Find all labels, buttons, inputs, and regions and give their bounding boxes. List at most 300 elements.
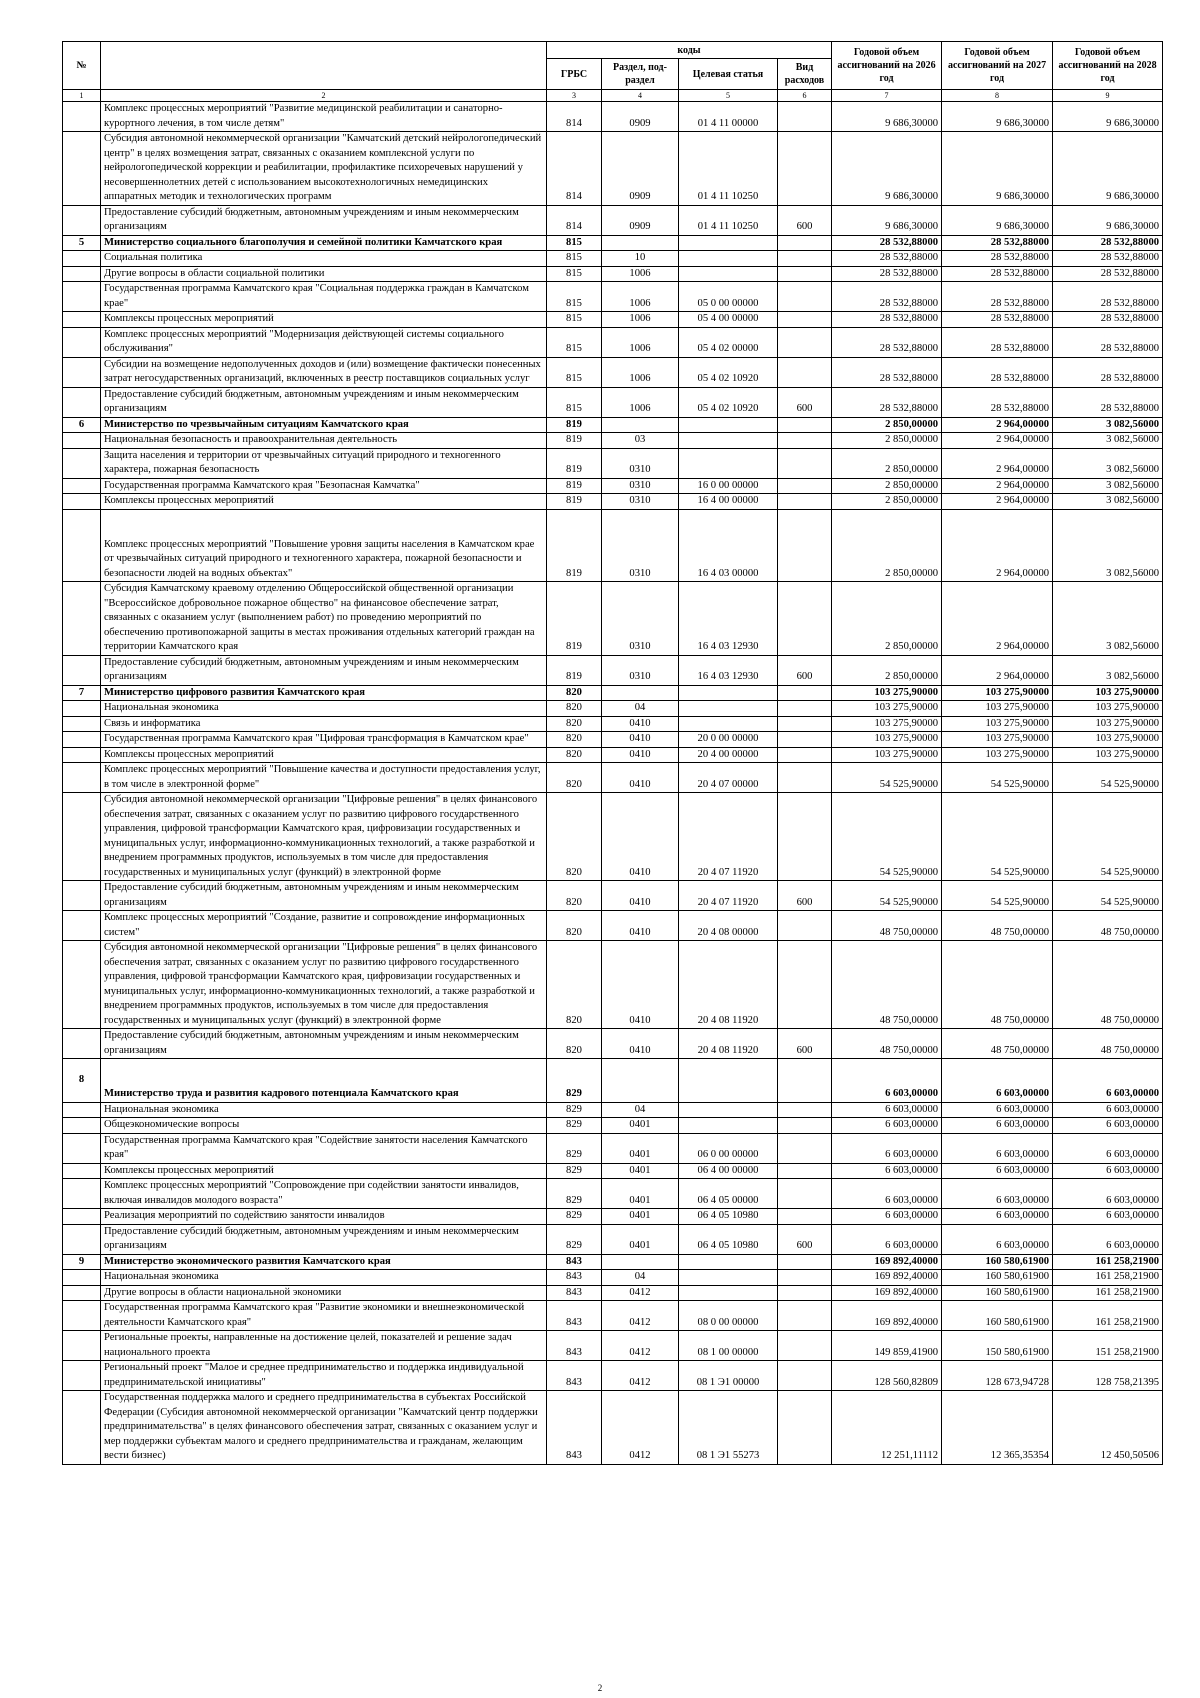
budget-allocation-table [62, 41, 1163, 1465]
row-section: 0401 [602, 1133, 679, 1163]
row-amount-2027: 160 580,61900 [942, 1254, 1053, 1270]
table-row [63, 1163, 1163, 1179]
row-number [63, 582, 101, 656]
row-expense-type [778, 1361, 832, 1391]
row-amount-2028: 28 532,88000 [1053, 327, 1163, 357]
row-amount-2028: 3 082,56000 [1053, 655, 1163, 685]
row-grbs: 829 [547, 1059, 602, 1103]
row-section: 0909 [602, 132, 679, 206]
row-section: 0410 [602, 941, 679, 1029]
row-amount-2027: 48 750,00000 [942, 911, 1053, 941]
row-amount-2026: 6 603,00000 [832, 1118, 942, 1134]
row-name: Другие вопросы в области национальной экономики [101, 1285, 547, 1301]
table-row [63, 582, 1163, 656]
col-number: 7 [832, 90, 942, 102]
row-target-article [679, 685, 778, 701]
row-amount-2026: 2 850,00000 [832, 494, 942, 510]
row-amount-2026: 169 892,40000 [832, 1254, 942, 1270]
row-section: 0401 [602, 1179, 679, 1209]
row-name: Министерство труда и развития кадрового потенциала Камчатского края [101, 1059, 547, 1103]
header-codes: коды [547, 42, 832, 59]
row-target-article: 16 0 00 00000 [679, 478, 778, 494]
row-amount-2027: 128 673,94728 [942, 1361, 1053, 1391]
row-target-article: 05 4 02 10920 [679, 357, 778, 387]
row-section: 0310 [602, 509, 679, 582]
row-amount-2028: 3 082,56000 [1053, 417, 1163, 433]
row-amount-2028: 28 532,88000 [1053, 357, 1163, 387]
row-expense-type [778, 494, 832, 510]
row-grbs: 815 [547, 312, 602, 328]
row-expense-type [778, 1254, 832, 1270]
row-amount-2026: 2 850,00000 [832, 509, 942, 582]
row-amount-2026: 28 532,88000 [832, 327, 942, 357]
row-name: Субсидия автономной некоммерческой организации "Цифровые решения" в целях финансового обеспечения затрат, связанных с оказанием услуг по развитию цифрового государственного управления, цифровой трансформации Камчатского края, цифровизации государственных и муниципальных услуг, информационно-коммуникационных технологий, а также разработкой и внедрением программных продуктов, используемых в том числе для предоставления государственных и муниципальных услуг (функций) в электронной форме [101, 793, 547, 881]
row-number [63, 266, 101, 282]
row-grbs: 814 [547, 132, 602, 206]
budget-table-sheet [62, 41, 1162, 1465]
row-name: Субсидии на возмещение недополученных доходов и (или) возмещение фактически понесенных затрат негосударственных организаций, включенных в реестр поставщиков социальных услуг [101, 357, 547, 387]
row-amount-2028: 103 275,90000 [1053, 716, 1163, 732]
row-number [63, 941, 101, 1029]
table-row [63, 732, 1163, 748]
row-grbs: 843 [547, 1270, 602, 1286]
row-target-article: 20 4 08 11920 [679, 941, 778, 1029]
row-section: 10 [602, 251, 679, 267]
row-number [63, 881, 101, 911]
table-row [63, 1331, 1163, 1361]
row-amount-2026: 169 892,40000 [832, 1270, 942, 1286]
row-amount-2026: 9 686,30000 [832, 205, 942, 235]
row-grbs: 815 [547, 251, 602, 267]
row-amount-2026: 103 275,90000 [832, 701, 942, 717]
row-amount-2026: 12 251,11112 [832, 1391, 942, 1465]
row-grbs: 819 [547, 655, 602, 685]
table-row [63, 1361, 1163, 1391]
row-name: Предоставление субсидий бюджетным, автономным учреждениям и иным некоммерческим организациям [101, 205, 547, 235]
row-amount-2028: 28 532,88000 [1053, 251, 1163, 267]
row-amount-2028: 103 275,90000 [1053, 685, 1163, 701]
row-number [63, 1102, 101, 1118]
table-row [63, 387, 1163, 417]
row-number: 8 [63, 1059, 101, 1103]
row-amount-2028: 54 525,90000 [1053, 793, 1163, 881]
row-name: Предоставление субсидий бюджетным, автономным учреждениям и иным некоммерческим организациям [101, 387, 547, 417]
row-grbs: 815 [547, 387, 602, 417]
row-grbs: 829 [547, 1163, 602, 1179]
row-grbs: 843 [547, 1285, 602, 1301]
row-amount-2027: 12 365,35354 [942, 1391, 1053, 1465]
row-amount-2027: 6 603,00000 [942, 1179, 1053, 1209]
row-target-article: 08 1 00 00000 [679, 1331, 778, 1361]
row-amount-2028: 6 603,00000 [1053, 1163, 1163, 1179]
row-section: 1006 [602, 266, 679, 282]
table-row [63, 417, 1163, 433]
row-amount-2026: 54 525,90000 [832, 793, 942, 881]
row-target-article [679, 1118, 778, 1134]
row-amount-2026: 103 275,90000 [832, 685, 942, 701]
row-expense-type [778, 251, 832, 267]
row-target-article [679, 1059, 778, 1103]
row-target-article: 01 4 11 10250 [679, 132, 778, 206]
row-target-article: 16 4 03 00000 [679, 509, 778, 582]
row-target-article: 20 0 00 00000 [679, 732, 778, 748]
row-amount-2027: 28 532,88000 [942, 282, 1053, 312]
row-grbs: 829 [547, 1102, 602, 1118]
row-grbs: 843 [547, 1254, 602, 1270]
row-amount-2027: 9 686,30000 [942, 205, 1053, 235]
row-amount-2028: 128 758,21395 [1053, 1361, 1163, 1391]
row-section: 0310 [602, 494, 679, 510]
row-section: 0410 [602, 881, 679, 911]
row-name: Защита населения и территории от чрезвычайных ситуаций природного и техногенного характера, пожарная безопасность [101, 448, 547, 478]
row-amount-2026: 2 850,00000 [832, 655, 942, 685]
row-section: 0310 [602, 478, 679, 494]
row-section: 04 [602, 1102, 679, 1118]
row-amount-2026: 169 892,40000 [832, 1285, 942, 1301]
row-name: Региональные проекты, направленные на достижение целей, показателей и решение задач национального проекта [101, 1331, 547, 1361]
row-name: Национальная экономика [101, 1102, 547, 1118]
row-target-article: 20 4 00 00000 [679, 747, 778, 763]
row-amount-2027: 54 525,90000 [942, 793, 1053, 881]
row-number [63, 448, 101, 478]
row-amount-2028: 6 603,00000 [1053, 1102, 1163, 1118]
row-amount-2027: 6 603,00000 [942, 1209, 1053, 1225]
row-section: 04 [602, 1270, 679, 1286]
row-grbs: 815 [547, 327, 602, 357]
row-grbs: 815 [547, 357, 602, 387]
row-target-article: 08 1 Э1 00000 [679, 1361, 778, 1391]
table-row [63, 327, 1163, 357]
row-expense-type [778, 327, 832, 357]
row-grbs: 819 [547, 582, 602, 656]
row-amount-2026: 48 750,00000 [832, 911, 942, 941]
row-amount-2028: 6 603,00000 [1053, 1133, 1163, 1163]
row-section: 0310 [602, 448, 679, 478]
row-amount-2027: 9 686,30000 [942, 102, 1053, 132]
row-expense-type: 600 [778, 881, 832, 911]
row-expense-type [778, 732, 832, 748]
row-name: Предоставление субсидий бюджетным, автономным учреждениям и иным некоммерческим организациям [101, 655, 547, 685]
row-expense-type [778, 478, 832, 494]
row-amount-2026: 48 750,00000 [832, 1029, 942, 1059]
table-row [63, 1301, 1163, 1331]
row-grbs: 819 [547, 433, 602, 449]
row-amount-2026: 2 850,00000 [832, 433, 942, 449]
row-expense-type: 600 [778, 1224, 832, 1254]
row-section: 0410 [602, 1029, 679, 1059]
header-name [101, 42, 547, 90]
row-amount-2026: 28 532,88000 [832, 235, 942, 251]
row-number [63, 433, 101, 449]
row-name: Субсидия автономной некоммерческой организации "Цифровые решения" в целях финансового обеспечения затрат, связанных с оказанием услуг по развитию цифрового государственного управления, цифровой трансформации Камчатского края, цифровизации государственных и муниципальных услуг, информационно-коммуникационных технологий, а также разработкой и внедрением программных продуктов, используемых в том числе для предоставления государственных и муниципальных услуг (функций) в электронной форме [101, 941, 547, 1029]
row-number [63, 312, 101, 328]
row-expense-type [778, 1331, 832, 1361]
row-amount-2028: 28 532,88000 [1053, 387, 1163, 417]
row-amount-2027: 2 964,00000 [942, 478, 1053, 494]
col-number: 8 [942, 90, 1053, 102]
row-number: 7 [63, 685, 101, 701]
row-amount-2026: 6 603,00000 [832, 1133, 942, 1163]
row-grbs: 819 [547, 509, 602, 582]
row-expense-type [778, 266, 832, 282]
row-name: Субсидия автономной некоммерческой организации "Камчатский детский нейрологопедический центр" в целях возмещения затрат, связанных с оказанием комплексной услуги по нейрологопедической коррекции и реабилитации, профилактике психоречевых нарушений у несовершеннолетних детей с использованием высокотехнологичных немедицинских аппаратных методик и технологических программ [101, 132, 547, 206]
table-row [63, 102, 1163, 132]
row-expense-type [778, 1133, 832, 1163]
table-row [63, 1270, 1163, 1286]
row-grbs: 820 [547, 793, 602, 881]
header-exp-type: Вид расходов [778, 59, 832, 90]
row-name: Государственная поддержка малого и среднего предпринимательства в субъектах Российской Федерации (Субсидия автономной некоммерческой организации "Камчатский центр поддержки предпринимательства" в целях финансового обеспечения затрат, связанных с оказанием услуг и мер поддержки субъектам малого и среднего предпринимательства и гражданам, желающим вести бизнес) [101, 1391, 547, 1465]
row-grbs: 814 [547, 205, 602, 235]
row-amount-2027: 103 275,90000 [942, 747, 1053, 763]
header-grbs: ГРБС [547, 59, 602, 90]
row-amount-2026: 2 850,00000 [832, 582, 942, 656]
row-number [63, 357, 101, 387]
header-2026: Годовой объем ассигнований на 2026 год [832, 42, 942, 90]
table-row [63, 312, 1163, 328]
table-row [63, 1102, 1163, 1118]
row-section: 0410 [602, 747, 679, 763]
row-number [63, 205, 101, 235]
row-target-article: 06 4 00 00000 [679, 1163, 778, 1179]
table-row [63, 205, 1163, 235]
row-amount-2026: 54 525,90000 [832, 763, 942, 793]
row-number [63, 701, 101, 717]
row-expense-type [778, 1179, 832, 1209]
row-section: 0410 [602, 793, 679, 881]
row-amount-2026: 28 532,88000 [832, 266, 942, 282]
table-row [63, 266, 1163, 282]
row-number [63, 327, 101, 357]
row-section: 0412 [602, 1301, 679, 1331]
row-name: Комплексы процессных мероприятий [101, 747, 547, 763]
row-section [602, 1059, 679, 1103]
row-amount-2026: 169 892,40000 [832, 1301, 942, 1331]
row-amount-2027: 28 532,88000 [942, 357, 1053, 387]
row-grbs: 829 [547, 1224, 602, 1254]
row-amount-2028: 3 082,56000 [1053, 448, 1163, 478]
table-row [63, 911, 1163, 941]
row-number [63, 509, 101, 582]
row-section: 1006 [602, 282, 679, 312]
row-section: 0410 [602, 716, 679, 732]
table-row [63, 282, 1163, 312]
column-number-row [63, 90, 1163, 102]
table-row [63, 251, 1163, 267]
header-section: Раздел, под-раздел [602, 59, 679, 90]
row-amount-2027: 6 603,00000 [942, 1059, 1053, 1103]
row-expense-type [778, 1270, 832, 1286]
row-section: 0909 [602, 102, 679, 132]
row-amount-2026: 28 532,88000 [832, 312, 942, 328]
row-amount-2028: 28 532,88000 [1053, 266, 1163, 282]
row-amount-2027: 103 275,90000 [942, 701, 1053, 717]
row-amount-2026: 28 532,88000 [832, 251, 942, 267]
row-number [63, 655, 101, 685]
row-amount-2028: 161 258,21900 [1053, 1254, 1163, 1270]
row-amount-2028: 28 532,88000 [1053, 312, 1163, 328]
row-target-article: 20 4 08 11920 [679, 1029, 778, 1059]
row-grbs: 819 [547, 494, 602, 510]
table-row [63, 655, 1163, 685]
row-section [602, 1254, 679, 1270]
row-grbs: 843 [547, 1391, 602, 1465]
row-amount-2026: 6 603,00000 [832, 1059, 942, 1103]
row-grbs: 829 [547, 1179, 602, 1209]
row-amount-2026: 149 859,41900 [832, 1331, 942, 1361]
header-2027: Годовой объем ассигнований на 2027 год [942, 42, 1053, 90]
row-amount-2027: 103 275,90000 [942, 716, 1053, 732]
row-amount-2027: 54 525,90000 [942, 763, 1053, 793]
row-grbs: 819 [547, 478, 602, 494]
row-expense-type [778, 282, 832, 312]
row-amount-2027: 48 750,00000 [942, 941, 1053, 1029]
row-grbs: 820 [547, 732, 602, 748]
row-amount-2028: 103 275,90000 [1053, 747, 1163, 763]
row-amount-2028: 161 258,21900 [1053, 1285, 1163, 1301]
row-target-article [679, 701, 778, 717]
row-number [63, 1285, 101, 1301]
row-amount-2026: 28 532,88000 [832, 357, 942, 387]
row-amount-2028: 48 750,00000 [1053, 911, 1163, 941]
row-section: 0410 [602, 732, 679, 748]
table-row [63, 1059, 1163, 1103]
row-amount-2028: 103 275,90000 [1053, 701, 1163, 717]
row-name: Комплекс процессных мероприятий "Сопровождение при содействии занятости инвалидов, включая инвалидов молодого возраста" [101, 1179, 547, 1209]
table-row [63, 1391, 1163, 1465]
row-target-article: 06 4 05 00000 [679, 1179, 778, 1209]
row-target-article: 06 4 05 10980 [679, 1209, 778, 1225]
row-expense-type: 600 [778, 1029, 832, 1059]
row-amount-2028: 6 603,00000 [1053, 1118, 1163, 1134]
table-row [63, 881, 1163, 911]
row-amount-2028: 48 750,00000 [1053, 941, 1163, 1029]
row-amount-2026: 9 686,30000 [832, 132, 942, 206]
row-number [63, 251, 101, 267]
row-name: Комплекс процессных мероприятий "Повышение уровня защиты населения в Камчатском крае от чрезвычайных ситуаций природного и техногенного характера, пожарной безопасности и безопасности людей на водных объектах" [101, 509, 547, 582]
row-number: 6 [63, 417, 101, 433]
row-section: 0310 [602, 655, 679, 685]
row-target-article: 05 4 02 00000 [679, 327, 778, 357]
row-expense-type [778, 1285, 832, 1301]
row-section: 0401 [602, 1118, 679, 1134]
row-grbs: 820 [547, 747, 602, 763]
row-name: Комплекс процессных мероприятий "Модернизация действующей системы социального обслуживания" [101, 327, 547, 357]
row-target-article: 20 4 07 11920 [679, 793, 778, 881]
row-expense-type: 600 [778, 387, 832, 417]
col-number: 1 [63, 90, 101, 102]
table-row [63, 685, 1163, 701]
row-amount-2028: 3 082,56000 [1053, 494, 1163, 510]
row-target-article: 16 4 03 12930 [679, 582, 778, 656]
row-amount-2028: 28 532,88000 [1053, 282, 1163, 312]
row-number: 9 [63, 1254, 101, 1270]
row-expense-type [778, 448, 832, 478]
row-amount-2028: 6 603,00000 [1053, 1059, 1163, 1103]
row-name: Комплекс процессных мероприятий "Развитие медицинской реабилитации и санаторно-курортного лечения, в том числе детям" [101, 102, 547, 132]
row-number [63, 387, 101, 417]
row-name: Национальная экономика [101, 1270, 547, 1286]
row-amount-2027: 6 603,00000 [942, 1163, 1053, 1179]
row-expense-type: 600 [778, 655, 832, 685]
row-grbs: 843 [547, 1361, 602, 1391]
row-number [63, 132, 101, 206]
row-target-article [679, 417, 778, 433]
row-amount-2027: 28 532,88000 [942, 387, 1053, 417]
row-name: Социальная политика [101, 251, 547, 267]
col-number: 4 [602, 90, 679, 102]
col-number: 3 [547, 90, 602, 102]
row-grbs: 815 [547, 282, 602, 312]
row-number [63, 911, 101, 941]
row-expense-type [778, 747, 832, 763]
row-section: 0401 [602, 1209, 679, 1225]
table-row [63, 701, 1163, 717]
row-section: 1006 [602, 312, 679, 328]
row-section: 0401 [602, 1224, 679, 1254]
row-amount-2027: 54 525,90000 [942, 881, 1053, 911]
row-section: 0909 [602, 205, 679, 235]
row-expense-type [778, 312, 832, 328]
row-name: Комплекс процессных мероприятий "Создание, развитие и сопровождение информационных систем" [101, 911, 547, 941]
table-row [63, 1179, 1163, 1209]
row-number [63, 1361, 101, 1391]
row-grbs: 820 [547, 685, 602, 701]
header-2028: Годовой объем ассигнований на 2028 год [1053, 42, 1163, 90]
row-amount-2026: 103 275,90000 [832, 716, 942, 732]
table-row [63, 1285, 1163, 1301]
col-number: 6 [778, 90, 832, 102]
row-section: 1006 [602, 327, 679, 357]
table-row [63, 448, 1163, 478]
row-section: 0410 [602, 763, 679, 793]
row-target-article [679, 1254, 778, 1270]
row-number [63, 494, 101, 510]
row-name: Комплексы процессных мероприятий [101, 494, 547, 510]
row-target-article [679, 235, 778, 251]
row-expense-type [778, 1209, 832, 1225]
row-target-article: 08 0 00 00000 [679, 1301, 778, 1331]
header-target: Целевая статья [679, 59, 778, 90]
row-section: 0310 [602, 582, 679, 656]
row-section [602, 685, 679, 701]
row-name: Комплексы процессных мероприятий [101, 1163, 547, 1179]
row-amount-2027: 160 580,61900 [942, 1285, 1053, 1301]
table-row [63, 433, 1163, 449]
row-target-article: 08 1 Э1 55273 [679, 1391, 778, 1465]
row-amount-2027: 103 275,90000 [942, 685, 1053, 701]
row-number [63, 732, 101, 748]
row-grbs: 820 [547, 701, 602, 717]
row-amount-2028: 3 082,56000 [1053, 509, 1163, 582]
row-grbs: 819 [547, 417, 602, 433]
row-section [602, 235, 679, 251]
table-row [63, 1133, 1163, 1163]
row-amount-2026: 28 532,88000 [832, 387, 942, 417]
row-amount-2026: 2 850,00000 [832, 448, 942, 478]
row-section: 0412 [602, 1285, 679, 1301]
row-target-article: 16 4 00 00000 [679, 494, 778, 510]
row-amount-2026: 28 532,88000 [832, 282, 942, 312]
col-number: 5 [679, 90, 778, 102]
row-amount-2027: 6 603,00000 [942, 1133, 1053, 1163]
row-amount-2026: 128 560,82809 [832, 1361, 942, 1391]
row-section: 1006 [602, 357, 679, 387]
row-target-article: 01 4 11 00000 [679, 102, 778, 132]
row-amount-2028: 54 525,90000 [1053, 881, 1163, 911]
row-name: Государственная программа Камчатского края "Социальная поддержка граждан в Камчатском крае" [101, 282, 547, 312]
row-amount-2027: 2 964,00000 [942, 433, 1053, 449]
